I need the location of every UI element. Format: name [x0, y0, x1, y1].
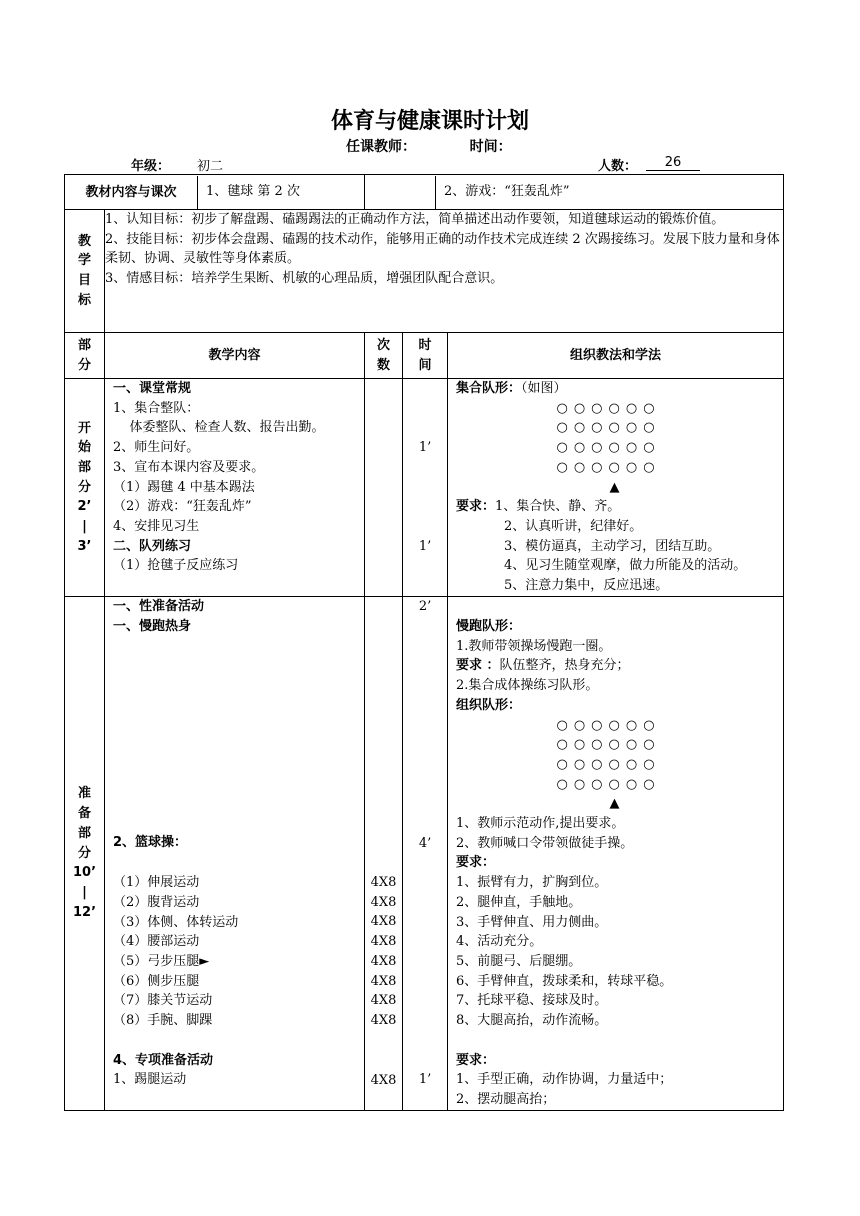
- start-line: 二、队列练习: [113, 538, 192, 554]
- lesson-plan-table: [64, 174, 784, 1111]
- teacher-triangle-icon: ▲: [609, 479, 620, 495]
- requirement-item: 3、模仿逼真，主动学习，团结互助。: [504, 538, 721, 554]
- exercise-reps: 4X8: [370, 953, 397, 969]
- formation-row: ○○○○○○: [556, 440, 661, 456]
- info-row: [0, 155, 860, 175]
- start-section-row: [65, 379, 784, 597]
- prep-time-3: 1’: [418, 1072, 432, 1088]
- start-line: 3、宣布本课内容及要求。: [113, 459, 265, 475]
- prep-heading: 一、性准备活动: [113, 599, 205, 614]
- teacher-time-line: [346, 136, 512, 156]
- header-time: 时 间: [403, 333, 448, 379]
- requirement-item: 5、前腿弓、后腿绷。: [456, 953, 582, 969]
- header-content: 教学内容: [105, 333, 365, 379]
- start-content: [105, 379, 365, 597]
- start-line: （1）踢毽 4 中基本踢法: [113, 479, 255, 495]
- special-reps: 4X8: [370, 1072, 397, 1088]
- exercise-reps: 4X8: [370, 875, 397, 890]
- special-item: 1、踢腿运动: [113, 1072, 187, 1088]
- prep-time: [403, 597, 448, 1111]
- requirement-item: 6、手臂伸直，拨球柔和，转球平稳。: [456, 973, 673, 989]
- formation-row: ○○○○○○: [556, 756, 661, 772]
- jog-req-label: 要求 ：: [456, 658, 500, 674]
- jog-item: 2.集合成体操练习队形。: [456, 678, 599, 694]
- exercise-reps: 4X8: [370, 914, 397, 930]
- objectives-side-label: 教 学 目 标: [65, 210, 105, 333]
- exercise-item: （5）弓步压腿►: [113, 953, 210, 969]
- requirement-item: 4、活动充分。: [456, 934, 543, 950]
- formation-label: 集合队形：: [456, 381, 522, 396]
- prep-heading: 2、篮球操：: [113, 835, 188, 851]
- exercise-item: （1）伸展运动: [113, 875, 200, 891]
- requirement-item: 2、摆动腿高抬；: [456, 1092, 556, 1108]
- objectives-row: [65, 210, 784, 333]
- teacher-triangle-icon: ▲: [609, 796, 620, 812]
- requirement-item: 5、注意力集中，反应迅速。: [504, 578, 669, 594]
- objectives-text: [105, 210, 784, 333]
- demo-item: 1、教师示范动作,提出要求。: [456, 816, 625, 832]
- start-line: 4、安排见习生: [113, 518, 200, 534]
- jog-label: 慢跑队形：: [456, 619, 522, 634]
- requirement-item: 3、手臂伸直、用力侧曲。: [456, 914, 608, 930]
- material-cell: [65, 175, 365, 210]
- start-line: （1）抢毽子反应练习: [113, 558, 239, 574]
- exercise-reps: 4X8: [370, 973, 397, 989]
- exercise-item: （7）膝关节运动: [113, 993, 213, 1009]
- exercise-item: （2）腹背运动: [113, 894, 200, 910]
- header-row: [65, 333, 784, 379]
- time-label: 时间：: [469, 139, 512, 155]
- formation-row: ○○○○○○: [556, 737, 661, 753]
- material-label: 教材内容与课次: [65, 176, 198, 209]
- demo-item: 2、教师喊口令带领做徒手操。: [456, 835, 634, 851]
- count-label: 人数：: [598, 159, 638, 174]
- start-line: （2）游戏：“狂轰乱炸”: [113, 499, 252, 515]
- org-label: 组织队形：: [456, 697, 522, 713]
- requirements-label: 要求：: [456, 855, 496, 871]
- prep-heading: 一、慢跑热身: [113, 618, 192, 634]
- formation-note: （如图）: [521, 381, 567, 396]
- teacher-label: 任课教师：: [346, 139, 416, 155]
- grade-value: 初二: [175, 155, 259, 175]
- formation-row: ○○○○○○: [556, 400, 661, 416]
- start-time: [403, 379, 448, 597]
- jog-req: 队伍整齐，热身充分；: [499, 658, 630, 674]
- prep-time-1: 2’: [418, 599, 432, 614]
- exercise-reps: 4X8: [370, 993, 397, 1009]
- objective-cognitive: 1、认知目标：初步了解盘踢、磕踢踢法的正确动作方法，简单描述出动作要领，知道毽球运动的锻炼价值。: [105, 212, 725, 227]
- requirement-item: 1、振臂有力，扩胸到位。: [456, 875, 608, 891]
- exercise-item: （3）体侧、体转运动: [113, 914, 239, 930]
- formation-row: ○○○○○○: [556, 776, 661, 792]
- material-item-2: 2、游戏：“狂轰乱炸”: [444, 184, 570, 200]
- start-line: 2、师生问好。: [113, 440, 200, 456]
- exercise-reps: 4X8: [370, 934, 397, 950]
- requirement-item: 1、集合快、静、齐。: [495, 499, 621, 515]
- formation-row: ○○○○○○: [556, 717, 661, 733]
- header-method: 组织教法和学法: [448, 333, 784, 379]
- exercise-item: （8）手腕、脚踝: [113, 1013, 213, 1029]
- start-reps: [365, 379, 403, 597]
- prep-content: [105, 597, 365, 1111]
- prep-heading: 4、专项准备活动: [113, 1052, 214, 1068]
- header-part: 部 分: [65, 333, 105, 379]
- material-item-1: 1、毽球 第 2 次: [206, 184, 300, 200]
- start-side-label: 开 始 部 分 2’ | 3’: [65, 379, 105, 597]
- exercise-item: （6）侧步压腿: [113, 973, 200, 989]
- start-time-1: 1’: [418, 440, 432, 455]
- requirement-item: 7、托球平稳、接球及时。: [456, 993, 608, 1009]
- document-title: 体育与健康课时计划: [330, 109, 529, 134]
- requirements-label: 要求：: [456, 499, 496, 515]
- start-line: 体委整队、检查人数、报告出勤。: [113, 420, 325, 436]
- prep-section-row: [65, 597, 784, 1111]
- objective-skill: 2、技能目标：初步体会盘踢、磕踢的技术动作，能够用正确的动作技术完成连续 2 次踢接练习。发展下肢力量和身体柔韧、协调、灵敏性等身体素质。: [105, 231, 780, 267]
- count-value: 26: [646, 155, 700, 171]
- formation-row: ○○○○○○: [556, 459, 661, 475]
- prep-method: [448, 597, 784, 1111]
- requirement-item: 1、手型正确，动作协调，力量适中；: [456, 1072, 673, 1088]
- start-line: 一、课堂常规: [113, 381, 192, 396]
- requirement-item: 2、腿伸直，手触地。: [456, 894, 582, 910]
- grade-label: 年级：: [131, 159, 171, 174]
- formation-row: ○○○○○○: [556, 420, 661, 436]
- requirement-item: 4、见习生随堂观摩，做力所能及的活动。: [504, 558, 747, 574]
- requirement-item: 2、认真听讲，纪律好。: [504, 518, 643, 534]
- prep-side-label: 准 备 部 分 10’ | 12’: [65, 597, 105, 1111]
- exercise-reps: 4X8: [370, 894, 397, 910]
- material-row: [65, 175, 784, 210]
- start-method: [448, 379, 784, 597]
- objective-emotional: 3、情感目标：培养学生果断、机敏的心理品质，增强团队配合意识。: [105, 271, 504, 287]
- jog-item: 1.教师带领操场慢跑一圈。: [456, 638, 612, 654]
- material-cell-2: [365, 175, 784, 210]
- header-reps: 次 数: [365, 333, 403, 379]
- requirement-item: 8、大腿高抬，动作流畅。: [456, 1013, 608, 1029]
- requirements-label: 要求：: [456, 1052, 496, 1068]
- prep-reps: [365, 597, 403, 1111]
- exercise-reps: 4X8: [370, 1012, 397, 1028]
- exercise-item: （4）腰部运动: [113, 934, 200, 950]
- start-line: 1、集合整队：: [113, 400, 200, 416]
- prep-time-2: 4’: [418, 835, 432, 851]
- start-time-2: 1’: [418, 538, 432, 554]
